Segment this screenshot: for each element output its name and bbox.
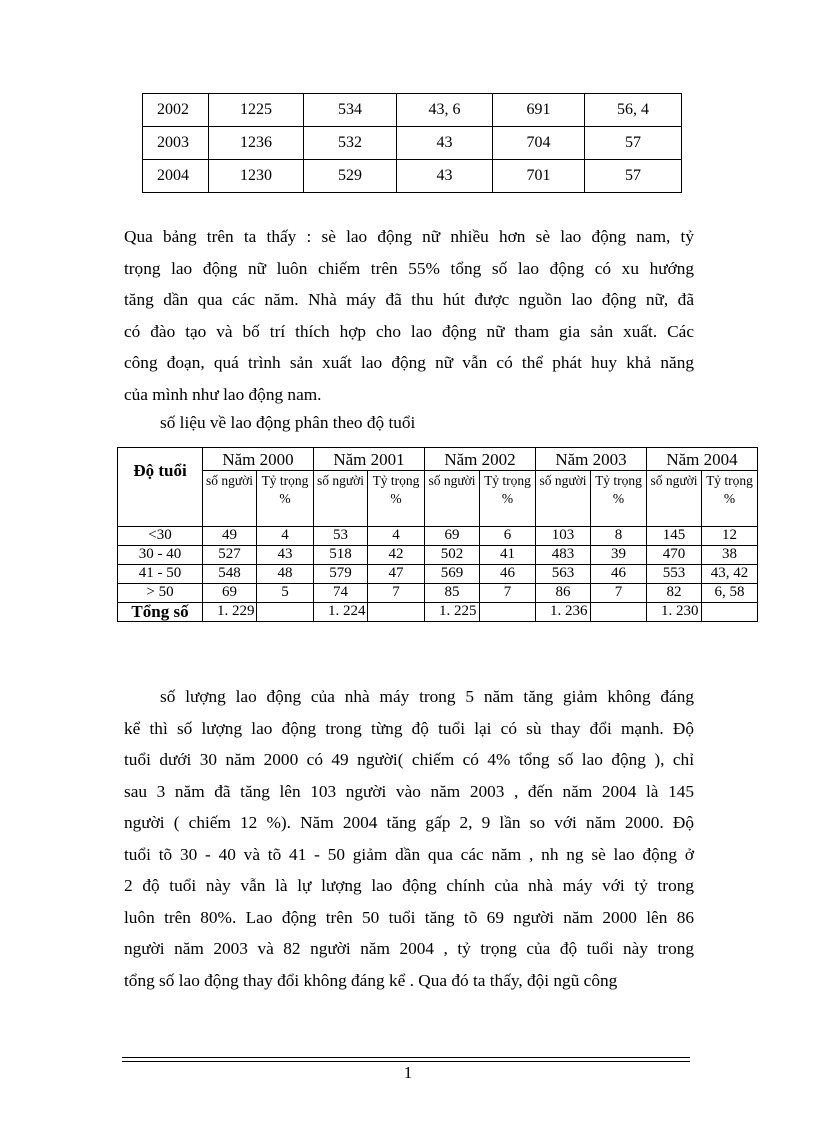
footer-rule bbox=[122, 1057, 690, 1058]
table-cell: 43 bbox=[397, 160, 493, 193]
text-line: tăng dần qua các năm. Nhà máy đã thu hút được nguồn lao động nữ, đã bbox=[124, 290, 694, 309]
table-cell: 569 bbox=[425, 565, 480, 584]
year-header: Năm 2002 bbox=[425, 448, 536, 471]
year-header: Năm 2003 bbox=[536, 448, 647, 471]
ratio-subheader: Tỷ trọng % bbox=[591, 471, 647, 527]
table-cell: 5 bbox=[257, 584, 314, 603]
table-row bbox=[118, 546, 758, 565]
table-cell: 701 bbox=[493, 160, 585, 193]
table-cell: 43 bbox=[397, 127, 493, 160]
total-cell bbox=[368, 603, 425, 622]
text-line: sau 3 năm đã tăng lên 103 người vào năm 2003 , đến năm 2004 là 145 bbox=[124, 781, 694, 801]
table-cell: 4 bbox=[368, 527, 425, 546]
table-cell: 2004 bbox=[143, 160, 209, 193]
text-line: có đào tạo và bố trí thích hợp cho lao động nữ tham gia sản xuất. Các bbox=[124, 321, 694, 341]
table-row bbox=[118, 565, 758, 584]
table-cell: 43, 42 bbox=[702, 565, 758, 584]
table-cell: 6 bbox=[480, 527, 536, 546]
people-subheader: số người bbox=[647, 471, 702, 527]
age-column-header: Độ tuổi bbox=[118, 448, 203, 527]
table-row bbox=[118, 584, 758, 603]
paragraph-age-analysis bbox=[124, 681, 694, 996]
table-cell: 532 bbox=[304, 127, 397, 160]
table-cell: 7 bbox=[480, 584, 536, 603]
text-line: tuổi dưới 30 năm 2000 có 49 người( chiếm có 4% tổng số lao động ), chỉ bbox=[124, 750, 694, 769]
ratio-subheader: Tỷ trọng % bbox=[368, 471, 425, 527]
people-subheader: số người bbox=[314, 471, 368, 527]
table-cell: 47 bbox=[368, 565, 425, 584]
age-group-label: 41 - 50 bbox=[118, 565, 203, 584]
table-cell: 2003 bbox=[143, 127, 209, 160]
table-cell: 8 bbox=[591, 527, 647, 546]
table-row bbox=[143, 160, 682, 193]
year-header: Năm 2004 bbox=[647, 448, 758, 471]
table-cell: 46 bbox=[591, 565, 647, 584]
age-group-label: 30 - 40 bbox=[118, 546, 203, 565]
table-cell: 1230 bbox=[209, 160, 304, 193]
text-line: Qua bảng trên ta thấy : sè lao động nữ nhiều hơn sè lao động nam, tỷ bbox=[124, 227, 694, 246]
total-label: Tổng số bbox=[118, 603, 203, 622]
text-line: kể thì số lượng lao động trong từng độ tuổi lại có sù thay đổi mạnh. Độ bbox=[124, 718, 694, 738]
text-line: tuổi tõ 30 - 40 và tõ 41 - 50 giảm dần qua các năm , nh ng sè lao động ở bbox=[124, 844, 694, 864]
total-cell bbox=[591, 603, 647, 622]
table-cell: 12 bbox=[702, 527, 758, 546]
age-table bbox=[117, 447, 758, 622]
ratio-subheader: Tỷ trọng % bbox=[257, 471, 314, 527]
table-cell: 2002 bbox=[143, 94, 209, 127]
table-cell: 41 bbox=[480, 546, 536, 565]
table-cell: 43 bbox=[257, 546, 314, 565]
table-cell: 1236 bbox=[209, 127, 304, 160]
table-cell: 86 bbox=[536, 584, 591, 603]
table-cell: 39 bbox=[591, 546, 647, 565]
text-line: 2 độ tuổi này vẫn là lự lượng lao động chính của nhà máy với tỷ trong bbox=[124, 876, 694, 895]
age-group-label: <30 bbox=[118, 527, 203, 546]
table-cell: 527 bbox=[203, 546, 257, 565]
table-cell: 74 bbox=[314, 584, 368, 603]
table-cell: 483 bbox=[536, 546, 591, 565]
table-cell: 49 bbox=[203, 527, 257, 546]
table-cell: 563 bbox=[536, 565, 591, 584]
table-row bbox=[143, 127, 682, 160]
total-cell: 1. 229 bbox=[203, 603, 257, 622]
table-cell: 53 bbox=[314, 527, 368, 546]
table-cell: 518 bbox=[314, 546, 368, 565]
age-group-label: > 50 bbox=[118, 584, 203, 603]
table-cell: 1225 bbox=[209, 94, 304, 127]
table-cell: 42 bbox=[368, 546, 425, 565]
people-subheader: số người bbox=[425, 471, 480, 527]
text-line: tổng số lao động thay đổi không đáng kể . Qua đó ta thấy, đội ngũ công bbox=[124, 970, 618, 990]
text-line: của mình như lao động nam. bbox=[124, 384, 322, 404]
table-cell: 145 bbox=[647, 527, 702, 546]
total-cell bbox=[257, 603, 314, 622]
table-cell: 103 bbox=[536, 527, 591, 546]
table-row bbox=[118, 527, 758, 546]
year-header: Năm 2000 bbox=[203, 448, 314, 471]
table-cell: 548 bbox=[203, 565, 257, 584]
total-cell: 1. 236 bbox=[536, 603, 591, 622]
table-cell: 69 bbox=[203, 584, 257, 603]
total-row bbox=[118, 603, 758, 622]
text-line: số lượng lao động của nhà máy trong 5 năm tăng giảm không đáng bbox=[160, 687, 694, 706]
table-caption: số liệu về lao động phân theo độ tuổi bbox=[160, 413, 416, 432]
table-row bbox=[143, 94, 682, 127]
footer-rule bbox=[122, 1061, 690, 1062]
table-cell: 7 bbox=[368, 584, 425, 603]
text-line: công đoạn, quá trình sản xuất lao động nữ vẫn có thể phát huy khả năng bbox=[124, 353, 694, 372]
table-cell: 553 bbox=[647, 565, 702, 584]
total-cell: 1. 224 bbox=[314, 603, 368, 622]
table-cell: 470 bbox=[647, 546, 702, 565]
table-cell: 529 bbox=[304, 160, 397, 193]
table-cell: 57 bbox=[585, 127, 682, 160]
table-cell: 7 bbox=[591, 584, 647, 603]
table-cell: 502 bbox=[425, 546, 480, 565]
total-cell bbox=[702, 603, 758, 622]
year-header: Năm 2001 bbox=[314, 448, 425, 471]
total-cell: 1. 225 bbox=[425, 603, 480, 622]
text-line: người năm 2003 và 82 người năm 2004 , tỷ trọng của độ tuổi này trong bbox=[124, 939, 694, 958]
table-cell: 579 bbox=[314, 565, 368, 584]
page-number: 1 bbox=[403, 1063, 413, 1082]
table-cell: 69 bbox=[425, 527, 480, 546]
text-line: trọng lao động nữ luôn chiếm trên 55% tổng số lao động có xu hướng bbox=[124, 258, 694, 278]
table-cell: 46 bbox=[480, 565, 536, 584]
table-cell: 85 bbox=[425, 584, 480, 603]
text-line: luôn trên 80%. Lao động trên 50 tuổi tăng tõ 69 người năm 2000 lên 86 bbox=[124, 907, 694, 927]
people-subheader: số người bbox=[536, 471, 591, 527]
table-cell: 704 bbox=[493, 127, 585, 160]
table-cell: 82 bbox=[647, 584, 702, 603]
table-cell: 43, 6 bbox=[397, 94, 493, 127]
table-cell: 691 bbox=[493, 94, 585, 127]
table-cell: 6, 58 bbox=[702, 584, 758, 603]
table-cell: 56, 4 bbox=[585, 94, 682, 127]
people-subheader: số người bbox=[203, 471, 257, 527]
text-line: người ( chiếm 12 %). Năm 2004 tăng gấp 2, 9 lần so với năm 2000. Độ bbox=[124, 813, 694, 832]
table-cell: 57 bbox=[585, 160, 682, 193]
table-cell: 48 bbox=[257, 565, 314, 584]
paragraph-gender-analysis bbox=[124, 221, 694, 410]
table-cell: 534 bbox=[304, 94, 397, 127]
table-cell: 38 bbox=[702, 546, 758, 565]
top-table bbox=[142, 93, 682, 193]
table-cell: 4 bbox=[257, 527, 314, 546]
total-cell: 1. 230 bbox=[647, 603, 702, 622]
ratio-subheader: Tỷ trọng % bbox=[480, 471, 536, 527]
ratio-subheader: Tỷ trọng % bbox=[702, 471, 758, 527]
total-cell bbox=[480, 603, 536, 622]
